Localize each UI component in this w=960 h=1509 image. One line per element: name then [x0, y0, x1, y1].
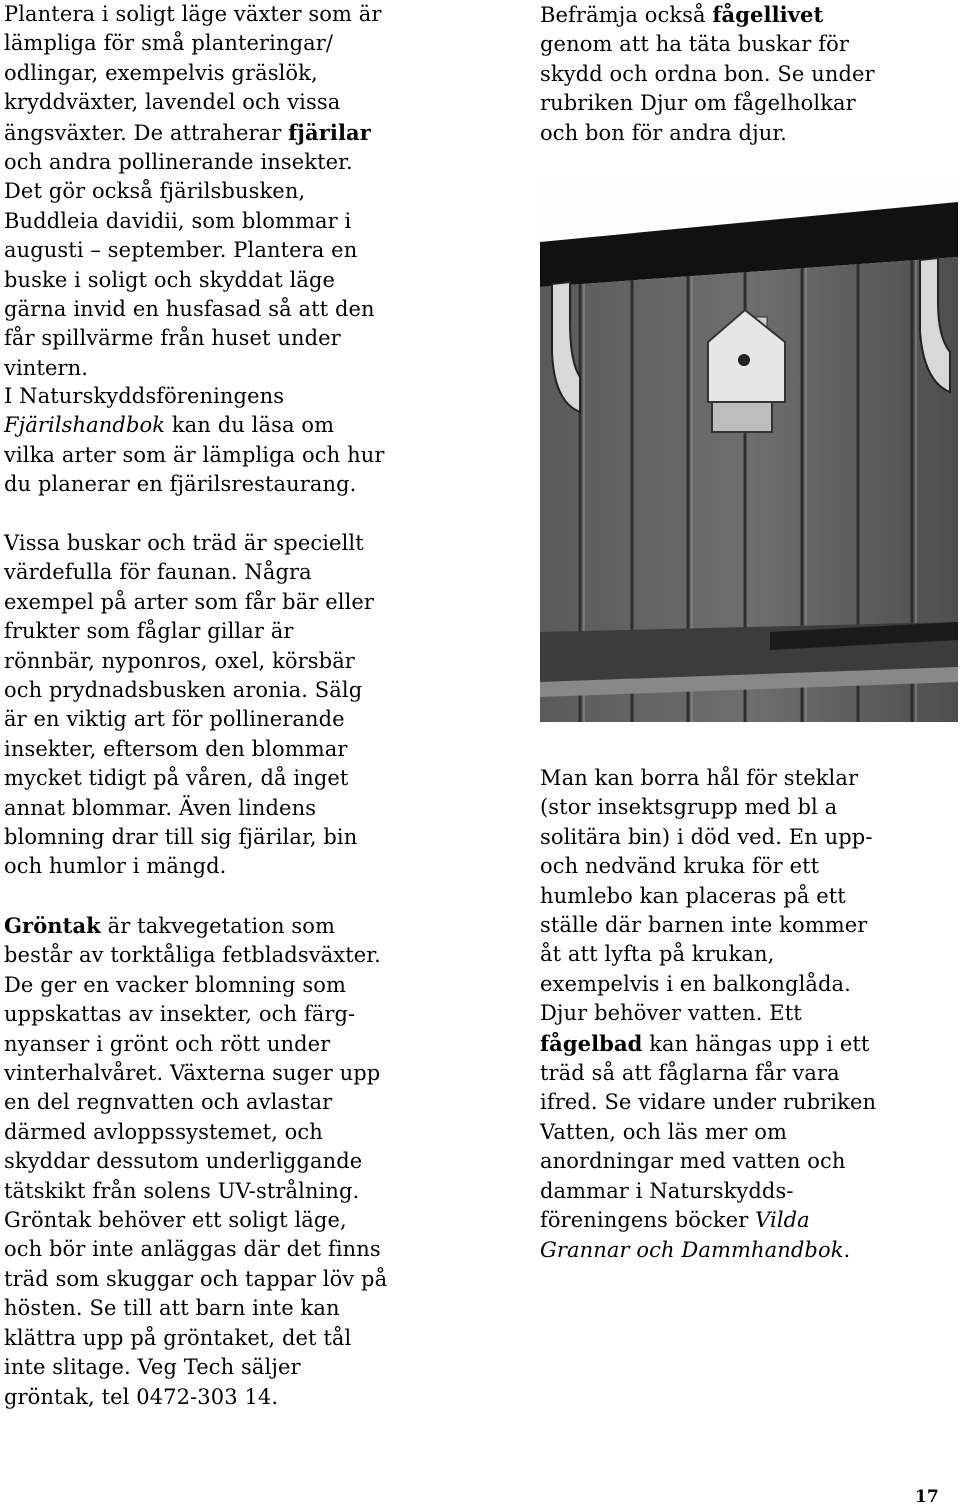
paragraph-green-roof: Gröntak är takvegetation som består av torktåliga fetbladsväxter. De ger en vacker blomning som uppskattas av insekter, och färg- nyanser i grönt och rött under vinterhalvåret. Växterna suger upp en del regnvatten och avlastar därmed avloppssystemet, och skyddar dessutom underliggande tätskikt från solens UV-strålning. Gröntak behöver ett soligt läge, och bör inte anläggas där det finns träd som skuggar och tappar löv på hösten. Se till att barn inte kan klättra upp på gröntaket, det tål inte slitage. Veg Tech säljer gröntak, tel 0472-303 14. — [4, 913, 388, 1409]
italic-title-fjarilshandbok: Fjärilshandbok — [4, 413, 166, 438]
paragraph-insects-and-water: Man kan borra hål för steklar (stor insektsgrupp med bl a solitära bin) i död ved. En upp- och nedvänd kruka för ett humlebo kan placeras på ett ställe där barnen inte kommer åt att lyfta på krukan, exempelvis i en balkonglåda. Djur behöver vatten. Ett fågelbad kan hängas upp i ett träd så att fåglarna får vara ifred. Se vidare under rubriken Vatten, och läs mer om anordningar med vatten och dammar i Naturskydds- föreningens böcker Vilda Grannar och Dammhandbok. — [540, 766, 877, 1262]
paragraph-bird-life: Befrämja också fågellivet genom att ha täta buskar för skydd och ordna bon. Se under rubriken Djur om fågelholkar och bon för andra djur. — [540, 2, 875, 145]
paragraph-butterfly-plants: Plantera i soligt läge växter som är lämpliga för små planteringar/ odlingar, exempelvis gräslök, kryddväxter, lavendel och vissa ängsväxter. De attraherar fjärilar och andra pollinerande insekter. Det gör också fjärilsbusken, Buddleia davidii, som blommar i augusti – september. Plantera en buske i soligt och skyddat läge gärna invid en husfasad så att den får spillvärme från huset under vintern. — [4, 2, 382, 380]
page-number: 17 — [915, 1487, 939, 1507]
bold-term-fjarilar: fjärilar — [288, 119, 371, 145]
bold-term-grontak: Gröntak — [4, 913, 101, 938]
bold-term-fagellivet: fågellivet — [712, 2, 824, 27]
paragraph-valuable-shrubs: Vissa buskar och träd är speciellt värdefulla för faunan. Några exempel på arter som får bär eller frukter som fåglar gillar är rönnbär, nyponros, oxel, körsbär och prydnadsbusken aronia. Sälg är en viktig art för pollinerande insekter, eftersom den blommar mycket tidigt på våren, då inget annat blommar. Även lindens blomning drar till sig fjärilar, bin och humlor i mängd. — [4, 531, 375, 879]
italic-book-titles: Vilda Grannar och Dammhandbok — [540, 1208, 844, 1262]
birdhouse-photo — [540, 162, 958, 722]
paragraph-butterfly-handbook: I Naturskyddsföreningens Fjärilshandbok kan du läsa om vilka arter som är lämpliga och hur du planerar en fjärilsrestaurang. — [4, 384, 385, 497]
bold-term-fagelbad: fågelbad — [540, 1030, 643, 1056]
